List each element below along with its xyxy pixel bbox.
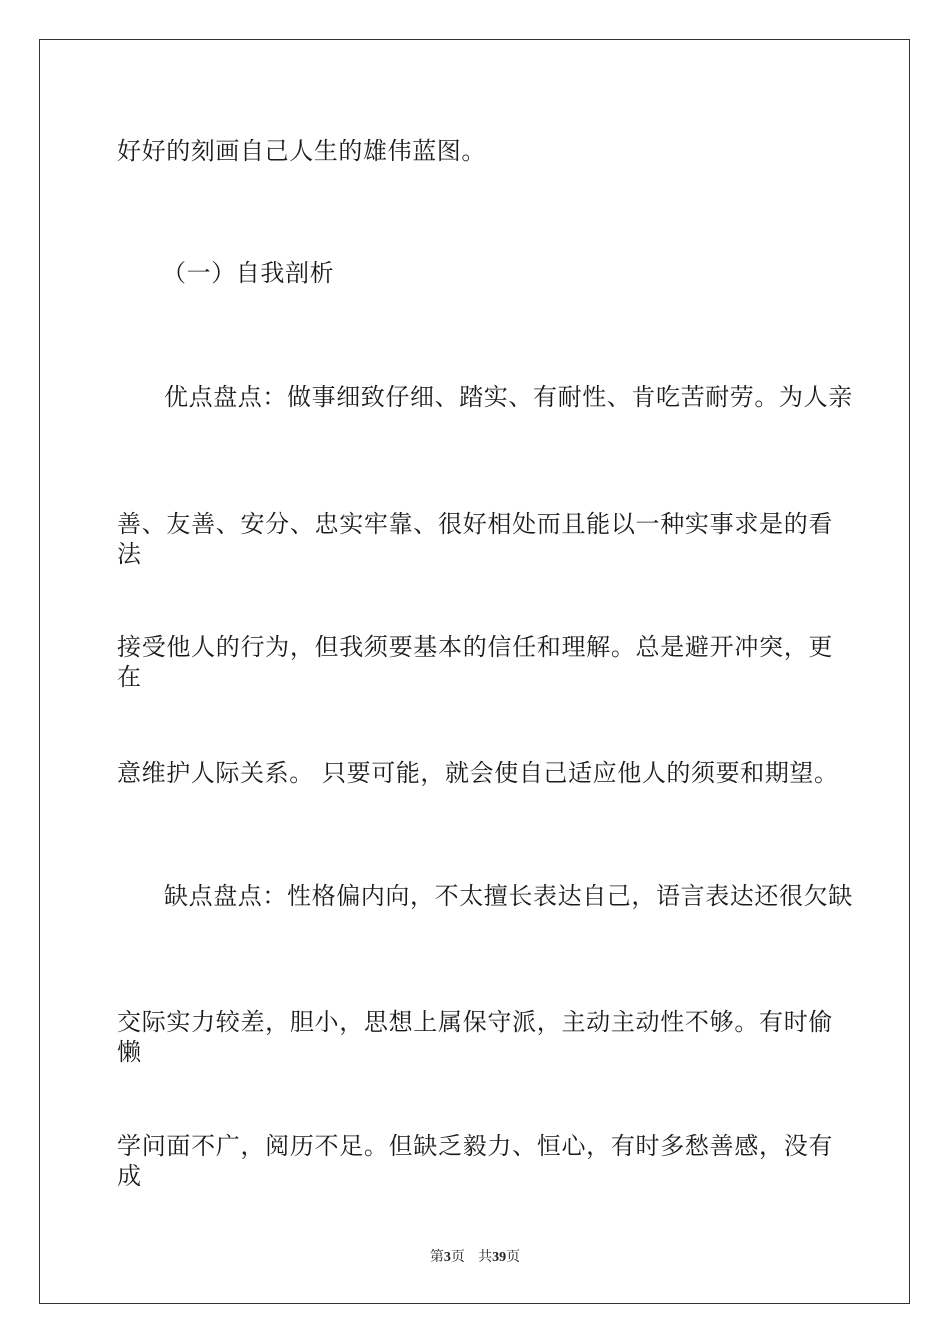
section-heading: （一）自我剖析	[162, 259, 335, 287]
footer-total-unit: 页	[506, 1249, 521, 1265]
disadvantages-paragraph-line-2: 交际实力较差，胆小，思想上属保守派，主动主动性不够。有时偷懒	[117, 1008, 833, 1066]
disadvantages-paragraph-line-3: 学问面不广，阅历不足。但缺乏毅力、恒心，有时多愁善感，没有成	[117, 1132, 833, 1190]
advantages-paragraph-line-2: 善、友善、安分、忠实牢靠、很好相处而且能以一种实事求是的看法	[117, 510, 833, 568]
footer-total-pages: 39	[492, 1250, 507, 1265]
disadvantages-paragraph-line-1: 缺点盘点：性格偏内向，不太擅长表达自己，语言表达还很欠缺	[164, 882, 853, 910]
footer-page-prefix: 第	[429, 1249, 444, 1265]
footer-page-unit: 页	[450, 1249, 465, 1265]
footer-total-prefix: 共	[478, 1249, 493, 1265]
footer-page-number: 3	[443, 1250, 451, 1265]
advantages-paragraph-line-4: 意维护人际关系。 只要可能，就会使自己适应他人的须要和期望。	[117, 759, 839, 787]
body-line-1: 好好的刻画自己人生的雄伟蓝图。	[117, 137, 486, 165]
advantages-paragraph-line-3: 接受他人的行为，但我须要基本的信任和理解。总是避开冲突，更在	[117, 633, 833, 691]
page-footer	[0, 1248, 950, 1267]
advantages-paragraph-line-1: 优点盘点：做事细致仔细、踏实、有耐性、肯吃苦耐劳。为人亲	[164, 383, 853, 411]
